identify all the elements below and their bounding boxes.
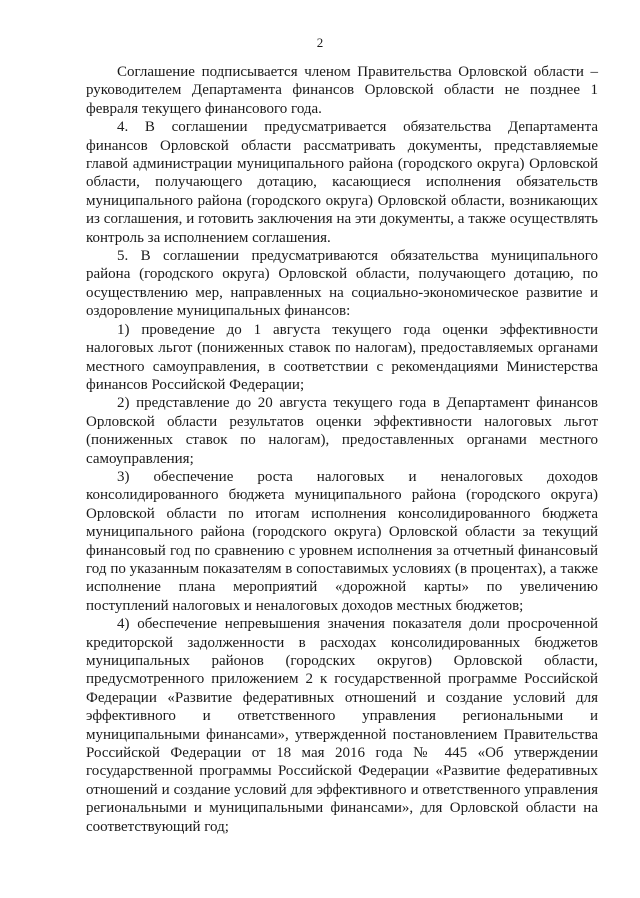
paragraph-item-4: 4. В соглашении предусматривается обязательства Департамента финансов Орловской области рассматривать документы, представляемые главой администрации муниципального района (городского округа) Орловской области, получающего дотацию, касающиеся исполнения обязательств муниципального района (городского округа) Орловской области, возникающих из соглашения, и готовить заключения на эти документы, а также осуществлять контроль за исполнением соглашения. (86, 119, 598, 246)
subitem-4: 4) обеспечение непревышения значения показателя доли просроченной кредиторской задолженности в расходах консолидированных бюджетов муниципальных районов (городских округов) Орловской области, предусмотренного приложением 2 к государственной программе Российской Федерации «Развитие федеративных отношений и создание условий для эффективного и ответственного управления региональными и муниципальными финансами», утвержденной постановлением Правительства Российской Федерации от 18 мая 2016 года № 445 «Об утверждении государственной программы Российской Федерации «Развитие федеративных отношений и создание условий для эффективного и ответственного управления региональными и муниципальными финансами», для Орловской области на соответствующий год; (86, 616, 598, 835)
subitem-3: 3) обеспечение роста налоговых и неналоговых доходов консолидированного бюджета муниципального района (городского округа) Орловской области по итогам исполнения консолидированного бюджета муниципального района (городского округа) Орловской области за текущий финансовый год по сравнению с уровнем исполнения за отчетный финансовый год по указанным показателям в сопоставимых условиях (в процентах), а также исполнение плана мероприятий «дорожной карты» по увеличению поступлений налоговых и неналоговых доходов местных бюджетов; (86, 468, 598, 614)
document-body (86, 63, 598, 836)
page-number: 2 (316, 35, 324, 50)
paragraph-signing: Соглашение подписывается членом Правительства Орловской области – руководителем Департамента финансов Орловской области не позднее 1 февраля текущего финансового года. (86, 64, 598, 117)
subitem-2: 2) представление до 20 августа текущего года в Департамент финансов Орловской области результатов оценки эффективности налоговых льгот (пониженных ставок по налогам), предоставленных органами местного самоуправления; (86, 395, 598, 467)
subitem-1: 1) проведение до 1 августа текущего года оценки эффективности налоговых льгот (пониженных ставок по налогам), предоставляемых органами местного самоуправления, в соответствии с рекомендациями Министерства финансов Российской Федерации; (86, 321, 598, 393)
paragraph-item-5: 5. В соглашении предусматриваются обязательства муниципального района (городского округа) Орловской области, получающего дотацию, по осуществлению мер, направленных на социально-экономическое развитие и оздоровление муниципальных финансов: (86, 248, 598, 320)
